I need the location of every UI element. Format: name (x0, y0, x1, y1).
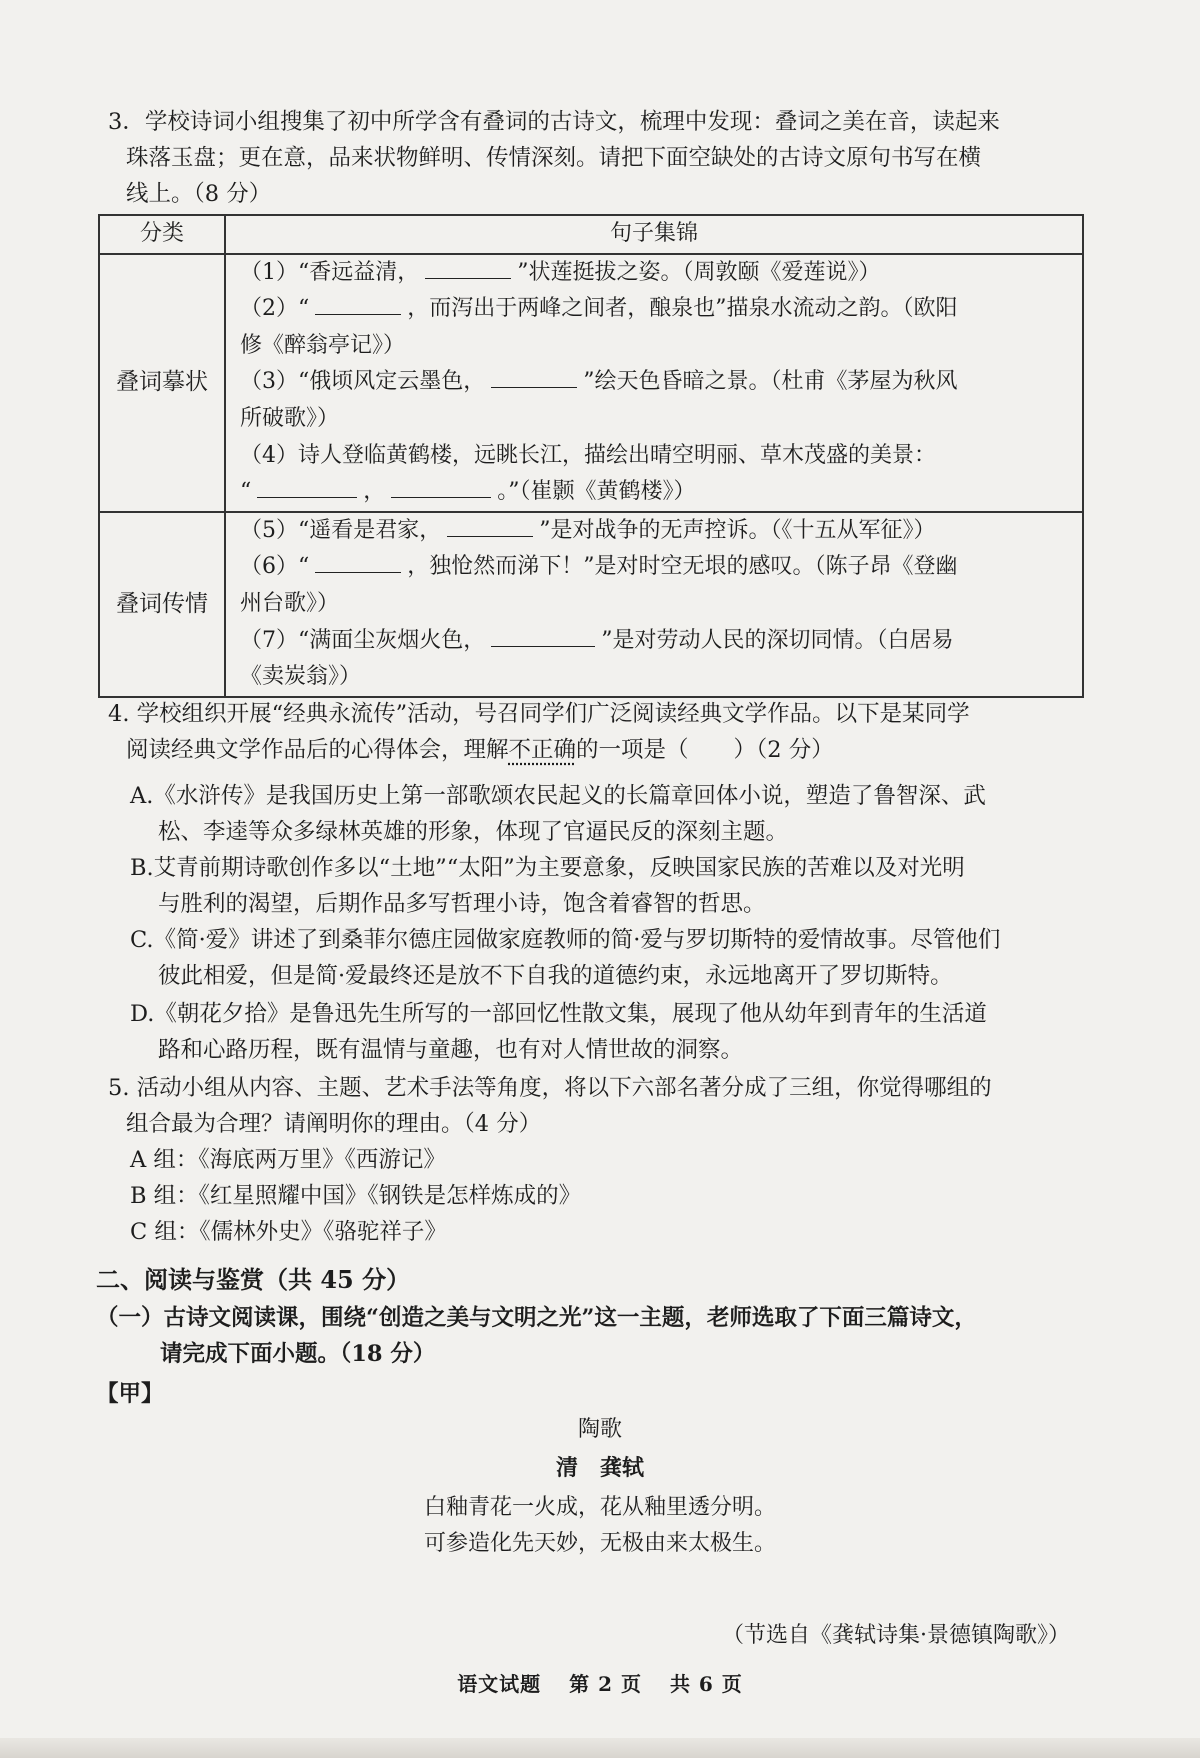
q4-option-c: C.《简·爱》讲述了到桑菲尔德庄园做家庭教师的简·爱与罗切斯特的爱情故事。尽管他们 (130, 927, 1001, 953)
answer-blank[interactable] (491, 365, 577, 388)
poem-title: 陶歌 (577, 1417, 622, 1442)
q3-intro-line-3: 线上。（8 分） (126, 181, 272, 207)
answer-blank[interactable] (257, 475, 357, 498)
q3-item-7: （7）“满面尘灰烟火色， ”是对劳动人民的深切同情。（白居易 (240, 623, 1082, 660)
page-footer (0, 1668, 1200, 1697)
poem-source: （节选自《龚轼诗集·景德镇陶歌》） (722, 1623, 1070, 1648)
q3-item-3-cont: 所破歌》） (240, 405, 340, 431)
col-sentences-header: 句子集锦 (225, 215, 1083, 254)
q3-item-4: （4）诗人登临黄鹤楼，远眺长江，描绘出晴空明丽、草木茂盛的美景： (240, 442, 936, 468)
footer-subject: 语文试题 (457, 1672, 542, 1696)
q3-intro-line-2: 珠落玉盘；更在意，品来状物鲜明、传情深刻。请把下面空缺处的古诗文原句书写在横 (126, 145, 982, 171)
q5-line-1: 5. 活动小组从内容、主题、艺术手法等角度，将以下六部名著分成了三组，你觉得哪组的 (108, 1075, 992, 1101)
q4-line-2: 阅读经典文学作品后的心得体会，理解不正确的一项是（ ）（2 分） (126, 737, 834, 763)
q3-item-2: （2）“ ，而泻出于两峰之间者，酿泉也”描泉水流动之韵。（欧阳 (240, 291, 1082, 328)
answer-blank[interactable] (447, 514, 533, 537)
q4-option-a-cont: 松、李逵等众多绿林英雄的形象，体现了官逼民反的深刻主题。 (158, 819, 789, 845)
group2-sentences (225, 512, 1083, 697)
q4-option-b: B.艾青前期诗歌创作多以“土地”“太阳”为主要意象，反映国家民族的苦难以及对光明 (130, 855, 965, 881)
q3-item-7-cont: 《卖炭翁》） (240, 664, 362, 690)
group1-sentences (225, 254, 1083, 512)
q3-item-4-blanks: “ ， 。”（崔颢《黄鹤楼》） (240, 474, 1082, 511)
q3-item-3: （3）“俄顷风定云墨色， ”绘天色昏暗之景。（杜甫《茅屋为秋风 (240, 364, 1082, 401)
q5-group-c: C 组：《儒林外史》《骆驼祥子》 (130, 1219, 447, 1245)
answer-blank[interactable] (391, 475, 491, 498)
q4-line-1: 4. 学校组织开展“经典永流传”活动，号召同学们广泛阅读经典文学作品。以下是某同学 (108, 701, 970, 727)
q4-option-c-cont: 彼此相爱，但是简·爱最终还是放不下自我的道德约束，永远地离开了罗切斯特。 (158, 963, 953, 989)
q5-group-a: A 组：《海底两万里》《西游记》 (130, 1147, 446, 1173)
section-2-title: 二、阅读与鉴赏（共 45 分） (96, 1265, 411, 1294)
poem-line-2: 可参造化先天妙，无极由来太极生。 (423, 1531, 776, 1556)
q3-item-1: （1）“香远益清， ”状莲挺拔之姿。（周敦颐《爱莲说》） (240, 255, 1082, 292)
section-2-sub1-line-1: （一）古诗文阅读课，围绕“创造之美与文明之光”这一主题，老师选取了下面三篇诗文， (96, 1305, 977, 1331)
footer-page-number: 第 2 页 (569, 1672, 642, 1696)
emphasis-not-correct: 不正确 (508, 737, 577, 763)
q3-table-header (99, 215, 1083, 254)
answer-blank[interactable] (315, 550, 401, 573)
answer-blank[interactable] (315, 292, 401, 315)
q3-item-6-cont: 州台歌》） (240, 590, 340, 616)
q3-table (98, 214, 1084, 698)
q3-item-6: （6）“ ，独怆然而涕下！”是对时空无垠的感叹。（陈子昂《登幽 (240, 549, 1082, 586)
q4-option-d-cont: 路和心路历程，既有温情与童趣，也有对人情世故的洞察。 (158, 1037, 744, 1063)
section-2-sub1-line-2: 请完成下面小题。（18 分） (160, 1341, 436, 1367)
col-category-header: 分类 (99, 215, 225, 254)
passage-label-jia: 【甲】 (96, 1381, 164, 1407)
q5-group-b: B 组：《红星照耀中国》《钢铁是怎样炼成的》 (130, 1183, 582, 1209)
q3-item-5: （5）“遥看是君家， ”是对战争的无声控诉。（《十五从军征》） (240, 513, 1082, 550)
q3-item-2-cont: 修《醉翁亭记》） (240, 332, 406, 358)
q4-option-a: A.《水浒传》是我国历史上第一部歌颂农民起义的长篇章回体小说，塑造了鲁智深、武 (130, 783, 986, 809)
answer-blank[interactable] (491, 624, 595, 647)
answer-blank[interactable] (425, 256, 511, 279)
footer-total-pages: 共 6 页 (669, 1672, 743, 1696)
q4-option-d: D.《朝花夕拾》是鲁迅先生所写的一部回忆性散文集，展现了他从幼年到青年的生活道 (130, 1001, 987, 1027)
poem-line-1: 白釉青花一火成，花从釉里透分明。 (423, 1495, 776, 1520)
poem-author: 清 龚轼 (555, 1455, 644, 1481)
q3-intro-line-1: 3．学校诗词小组搜集了初中所学含有叠词的古诗文，梳理中发现：叠词之美在音，读起来 (108, 109, 1000, 135)
q3-group1-row (99, 254, 1083, 512)
group1-category: 叠词摹状 (99, 254, 225, 512)
q5-line-2: 组合最为合理？请阐明你的理由。（4 分） (126, 1111, 542, 1137)
group2-category: 叠词传情 (99, 512, 225, 697)
q3-group2-row (99, 512, 1083, 697)
page-bottom-shadow (0, 1738, 1200, 1758)
q4-option-b-cont: 与胜利的渴望，后期作品多写哲理小诗，饱含着睿智的哲思。 (158, 891, 766, 917)
